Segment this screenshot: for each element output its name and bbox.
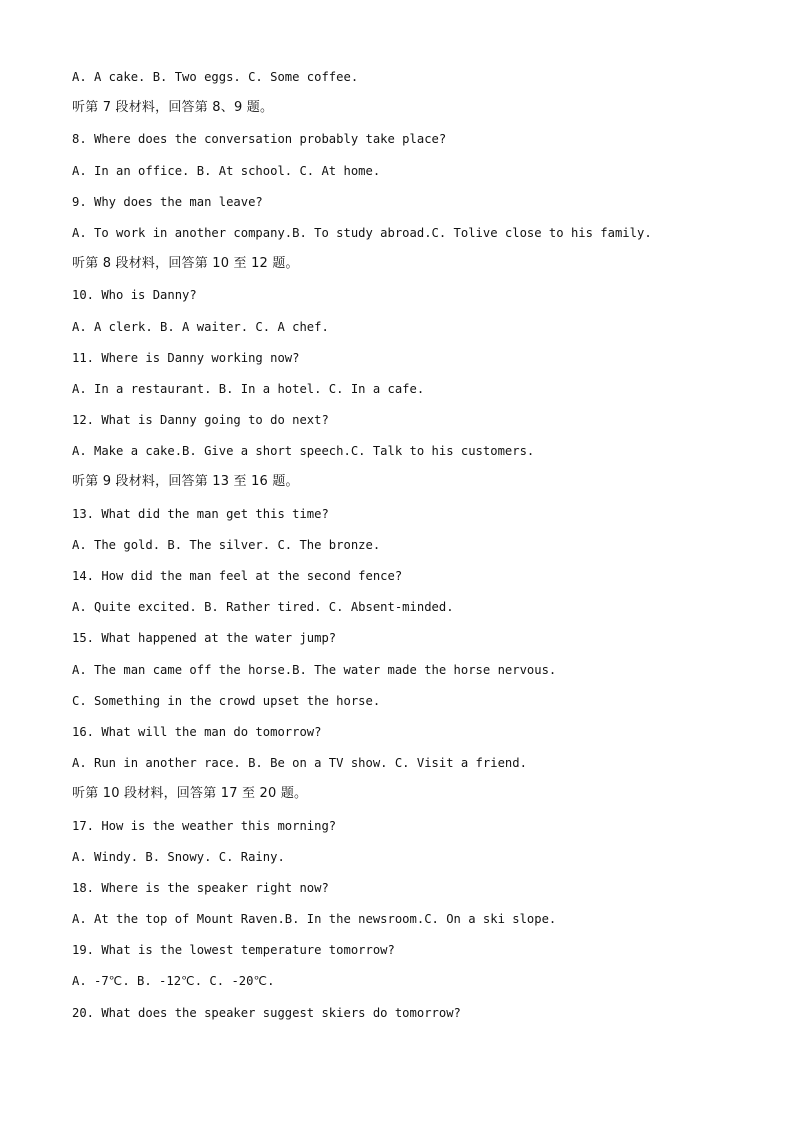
options-line: A. In a restaurant. B. In a hotel. C. In a cafe. [72, 381, 425, 396]
options-line: A. The gold. B. The silver. C. The bronze. [72, 537, 381, 552]
question-line: 10. Who is Danny? [72, 288, 197, 303]
options-line: A. To work in another company.B. To study abroad.C. Tolive close to his family. [72, 225, 652, 240]
options-line: A. The man came off the horse.B. The water made the horse nervous. [72, 662, 557, 677]
options-line: A. In an office. B. At school. C. At home. [72, 163, 381, 178]
options-line: A. Make a cake.B. Give a short speech.C. Talk to his customers. [72, 444, 535, 459]
options-line: A. -7℃. B. -12℃. C. -20℃. [72, 974, 275, 989]
options-line: A. Quite excited. B. Rather tired. C. Absent-minded. [72, 600, 454, 615]
question-line: 11. Where is Danny working now? [72, 350, 300, 365]
question-line: 16. What will the man do tomorrow? [72, 724, 322, 739]
question-line: 15. What happened at the water jump? [72, 631, 337, 646]
section-heading: 听第 7 段材料，回答第 8、9 题。 [72, 100, 274, 116]
question-line: 14. How did the man feel at the second fence? [72, 569, 403, 583]
options-line: A. Run in another race. B. Be on a TV show. C. Visit a friend. [72, 756, 527, 771]
question-line: 9. Why does the man leave? [72, 194, 263, 209]
options-line: C. Something in the crowd upset the horse. [72, 693, 381, 708]
section-heading: 听第 9 段材料，回答第 13 至 16 题。 [72, 474, 299, 490]
options-line: A. A cake. B. Two eggs. C. Some coffee. [72, 70, 359, 84]
question-line: 8. Where does the conversation probably take place? [72, 132, 447, 147]
question-line: 13. What did the man get this time? [72, 506, 329, 521]
options-line: A. A clerk. B. A waiter. C. A chef. [72, 319, 329, 334]
options-line: A. At the top of Mount Raven.B. In the newsroom.C. On a ski slope. [72, 912, 557, 927]
options-line: A. Windy. B. Snowy. C. Rainy. [72, 849, 285, 864]
question-line: 17. How is the weather this morning? [72, 818, 337, 833]
question-line: 20. What does the speaker suggest skiers do tomorrow? [72, 1005, 461, 1020]
listening-questions [72, 66, 752, 1033]
section-heading: 听第 8 段材料，回答第 10 至 12 题。 [72, 256, 299, 272]
section-heading: 听第 10 段材料，回答第 17 至 20 题。 [72, 786, 308, 802]
question-line: 12. What is Danny going to do next? [72, 413, 329, 428]
question-line: 19. What is the lowest temperature tomorrow? [72, 943, 395, 958]
question-line: 18. Where is the speaker right now? [72, 880, 329, 895]
